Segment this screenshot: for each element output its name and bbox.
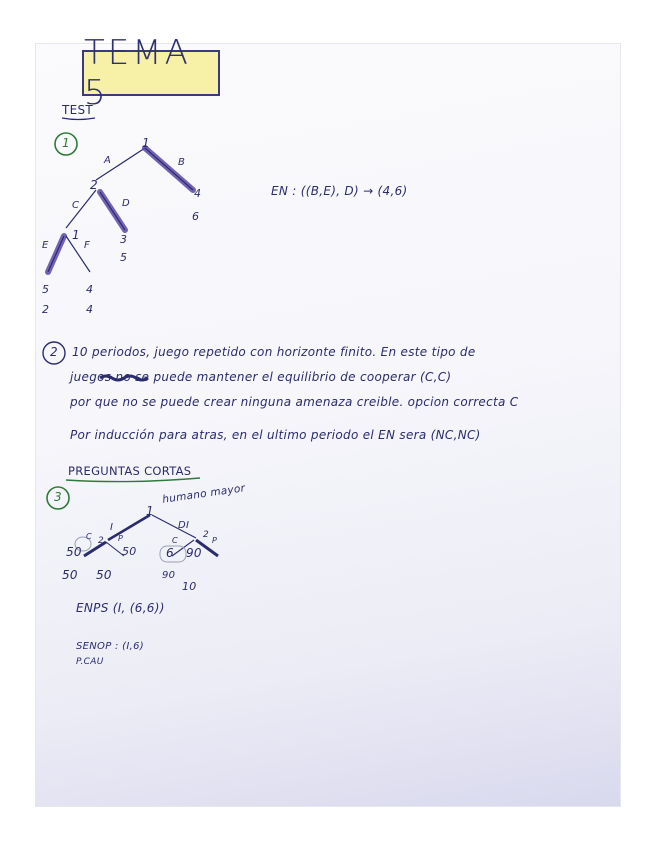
q2-line-2: juegos no se puede mantener el equilibrio de cooperar (C,C)	[70, 370, 452, 384]
tree1-edge-e-label: E	[42, 240, 49, 251]
tree3-node2b-label: 2	[203, 530, 210, 540]
tree1-edge-c	[66, 190, 96, 228]
tree3-edge-p1-label: P	[118, 534, 124, 543]
tree3-payoff-bottom-4: 10	[182, 580, 197, 593]
tree1-payoff-d-2: 5	[120, 251, 128, 264]
page-title: TEMA 5	[84, 33, 191, 113]
q2-line-1: 10 periodos, juego repetido con horizonte finito. En este tipo de	[72, 345, 476, 359]
tree3-edge-di-label: DI	[178, 520, 190, 531]
underline-short-questions	[66, 478, 200, 482]
tree3-edge-c1-label: C	[86, 532, 92, 541]
tree1-edge-c-label: C	[72, 200, 80, 211]
tree3-root-note: humano mayor	[161, 482, 247, 506]
tree1-edge-a-label: A	[104, 155, 112, 166]
tree3-node2a-label: 2	[98, 536, 105, 546]
tree1-payoff-e-2: 2	[42, 303, 50, 316]
tree3-payoff-bottom-1: 50	[62, 568, 78, 582]
tree1-payoff-f-1: 4	[86, 283, 94, 296]
tree3-payoff-top-3: 6	[166, 546, 174, 560]
section-short-questions-heading: PREGUNTAS CORTAS	[68, 464, 192, 478]
tree3-payoff-bottom-3: 90	[162, 570, 176, 581]
tree3-payoff-top-1: 50	[66, 545, 82, 559]
tree3-root-label: 1	[146, 504, 154, 518]
tree1-edge-d-label: D	[122, 198, 131, 209]
tree1-edge-b	[145, 148, 193, 190]
q2-line-3: por que no se puede crear ninguna amenaza creible. opcion correcta C	[70, 395, 519, 409]
tree3-payoff-bottom-2: 50	[96, 568, 112, 582]
q3-enps: ENPS (I, (6,6))	[76, 601, 165, 615]
q2-line-4: Por inducción para atras, en el ultimo periodo el EN sera (NC,NC)	[70, 428, 481, 442]
tree1-node1-label: 1	[72, 228, 80, 242]
tree1-root-label: 1	[142, 136, 150, 150]
q1-answer: EN : ((B,E), D) → (4,6)	[271, 184, 408, 198]
underline-test	[62, 118, 95, 120]
tree1-node2-label: 2	[90, 178, 98, 192]
tree3-edge-i	[108, 515, 150, 540]
q3-picau: P.CAU	[76, 657, 104, 667]
tree3-edge-c2-label: C	[172, 536, 178, 545]
tree1-edge-b-label: B	[178, 157, 186, 168]
q1-number: 1	[62, 136, 70, 150]
q2-number: 2	[50, 345, 58, 359]
tree1-payoff-d-1: 3	[120, 233, 128, 246]
section-test-heading: TEST	[62, 103, 94, 117]
q3-senop: SENOP : (I,6)	[76, 641, 144, 652]
tree3-payoff-top-4: 90	[186, 546, 202, 560]
tree3-payoff-top-2: 50	[122, 545, 137, 558]
q3-number: 3	[54, 490, 62, 504]
tree3-edge-i-label: I	[110, 522, 114, 533]
tree1-payoff-b-2: 6	[192, 210, 200, 223]
tree1-edge-e	[48, 236, 64, 272]
tree1-payoff-e-1: 5	[42, 283, 50, 296]
tree3-edge-di	[152, 515, 196, 538]
tree1-payoff-f-2: 4	[86, 303, 94, 316]
tree1-payoff-b-1: 4	[194, 187, 202, 200]
tree3-edge-p2-label: P	[212, 536, 218, 545]
tree1-edge-f-label: F	[84, 240, 91, 251]
